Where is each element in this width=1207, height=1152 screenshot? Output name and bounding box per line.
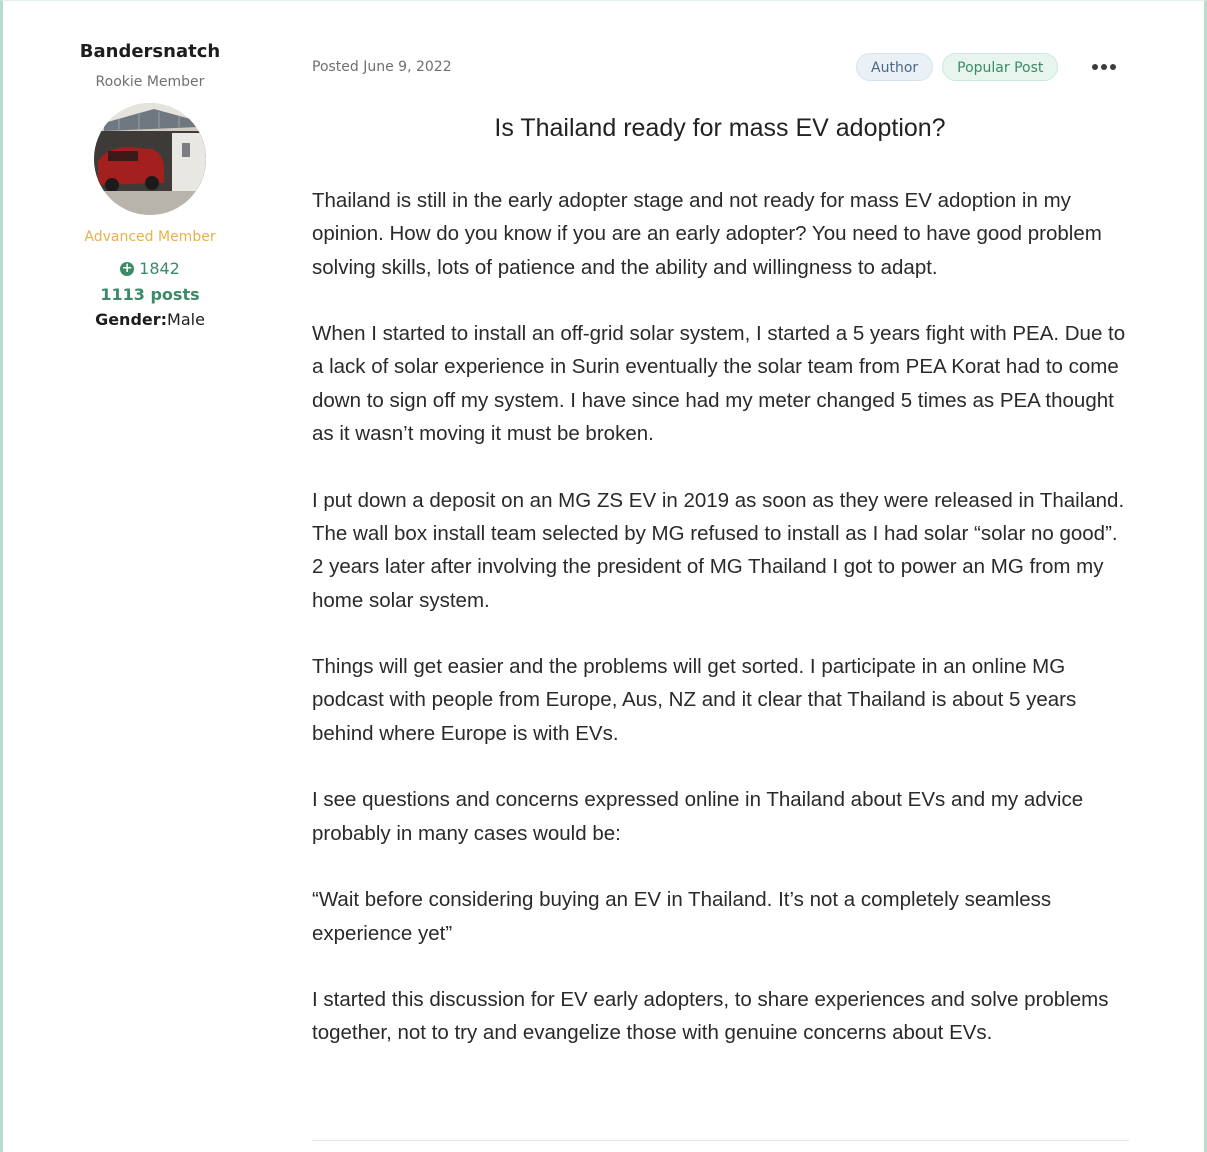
post-paragraph: “Wait before considering buying an EV in Thailand. It’s not a completely seamless experience yet” [312,888,1052,945]
post-paragraph: Thailand is still in the early adopter stage and not ready for mass EV adoption in my opinion. How do you know if you are an early adopter? You need to have good problem solving skills, lots of patience and the ability and willingness to adapt. [312,189,1102,279]
author-badge: Author [856,53,933,81]
post-count: 1113 posts [100,285,200,304]
post-body [312,184,1132,1083]
popular-post-badge: Popular Post [942,53,1058,81]
author-name-link[interactable]: Bandersnatch [79,41,221,62]
ellipsis-dot [1092,64,1098,70]
post-paragraph: Things will get easier and the problems will get sorted. I participate in an online MG podcast with people from Europe, Aus, NZ and it clear that Thailand is about 5 years behind where Europe is with EVs. [312,655,1077,745]
member-rank: Advanced Member [84,229,216,245]
gender-field [43,309,257,331]
post-paragraph: I put down a deposit on an MG ZS EV in 2019 as soon as they were released in Thailand. The wall box install team selected by MG refused to install as I had solar “solar no good”. 2 years later after involving the president of MG Thailand I got to power an MG from my home solar system. [312,488,1125,612]
post-paragraph: I see questions and concerns expressed online in Thailand about EVs and my advice probably in many cases would be: [312,788,1084,845]
reputation [43,259,257,279]
plus-circle-icon: + [121,261,133,276]
avatar-photo [94,103,206,215]
avatar[interactable] [94,103,206,215]
reputation-count: 1842 [139,259,180,278]
gender-value: Male [167,310,205,329]
ellipsis-dot [1110,64,1116,70]
author-panel [43,39,257,331]
post-date[interactable]: Posted June 9, 2022 [312,59,452,75]
post-title: Is Thailand ready for mass EV adoption? [494,114,946,142]
author-title: Rookie Member [95,74,205,90]
ellipsis-dot [1101,64,1107,70]
post-paragraph: When I started to install an off-grid solar system, I started a 5 years fight with PEA. Due to a lack of solar experience in Surin eventually the solar team from PEA Korat had to come down to sign off my system. I have since had my meter changed 5 times as PEA thought as it wasn’t moving it must be broken. [312,322,1126,446]
gender-label: Gender: [95,310,168,329]
post-badges [856,53,1058,81]
post-divider [312,1140,1129,1141]
ellipsis-icon[interactable] [1092,59,1116,75]
post-paragraph: I started this discussion for EV early adopters, to share experiences and solve problems together, not to try and evangelize those with genuine concerns about EVs. [312,988,1109,1045]
